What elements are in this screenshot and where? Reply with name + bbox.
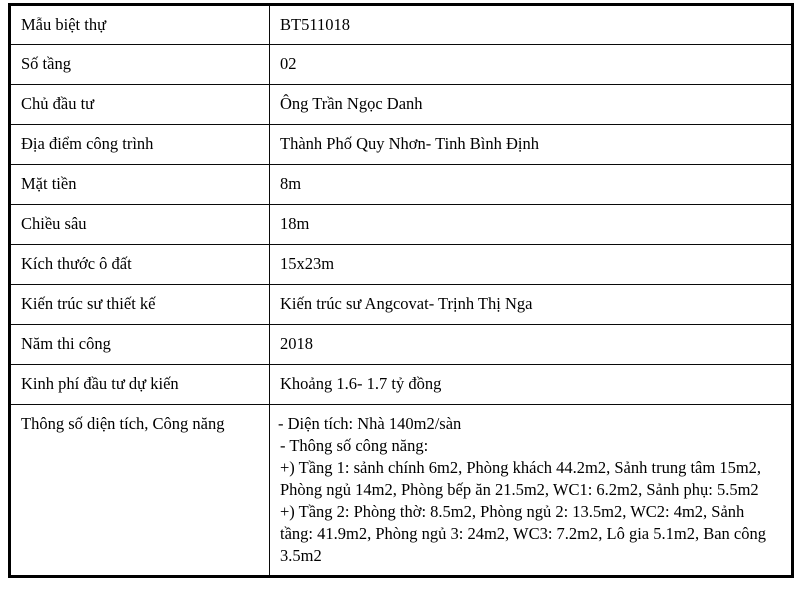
area-detail-line-floor-1: +) Tầng 1: sảnh chính 6m2, Phòng khách 44.2m2, Sảnh trung tâm 15m2, Phòng ngủ 14m2, Phòng bếp ăn 21.5m2, WC1: 6.2m2, Sảnh phụ: 5.5m2: [280, 457, 762, 499]
row-value-location: Thành Phố Quy Nhơn- Tinh Bình Định: [270, 125, 793, 165]
row-label-investor: Chủ đầu tư: [10, 85, 270, 125]
row-label-location: Địa điểm công trình: [10, 125, 270, 165]
table-row: [10, 125, 793, 165]
row-value-floor-count: 02: [270, 45, 793, 85]
table-body: [10, 5, 793, 577]
row-value-lot-size: 15x23m: [270, 245, 793, 285]
row-label-frontage: Mặt tiền: [10, 165, 270, 205]
row-value-area-function: [270, 405, 793, 577]
row-value-villa-model: BT511018: [270, 5, 793, 45]
table-row: [10, 245, 793, 285]
area-detail-list: [280, 413, 781, 567]
row-label-build-year: Năm thi công: [10, 325, 270, 365]
row-label-architect: Kiến trúc sư thiết kế: [10, 285, 270, 325]
area-detail-line-total: - Diện tích: Nhà 140m2/sàn: [278, 414, 462, 433]
area-detail-line-heading: - Thông số công năng:: [280, 435, 429, 455]
table-row: [10, 365, 793, 405]
row-label-floor-count: Số tầng: [10, 45, 270, 85]
table-row: [10, 205, 793, 245]
table-row: [10, 85, 793, 125]
row-value-frontage: 8m: [270, 165, 793, 205]
row-value-depth: 18m: [270, 205, 793, 245]
row-value-investor: Ông Trần Ngọc Danh: [270, 85, 793, 125]
row-label-depth: Chiều sâu: [10, 205, 270, 245]
table-row-area-details: [10, 405, 793, 577]
table-row: [10, 5, 793, 45]
table-row: [10, 45, 793, 85]
row-value-build-year: 2018: [270, 325, 793, 365]
row-label-budget: Kinh phí đầu tư dự kiến: [10, 365, 270, 405]
row-label-lot-size: Kích thước ô đất: [10, 245, 270, 285]
villa-specification-table: [8, 3, 794, 578]
row-label-area-function: Thông số diện tích, Công năng: [10, 405, 270, 577]
table-row: [10, 165, 793, 205]
row-value-architect: Kiến trúc sư Angcovat- Trịnh Thị Nga: [270, 285, 793, 325]
row-label-villa-model: Mẫu biệt thự: [10, 5, 270, 45]
row-value-budget: Khoảng 1.6- 1.7 tỷ đồng: [270, 365, 793, 405]
table-row: [10, 325, 793, 365]
area-detail-line-floor-2: +) Tầng 2: Phòng thờ: 8.5m2, Phòng ngủ 2: 13.5m2, WC2: 4m2, Sảnh tầng: 41.9m2, Phòng ngủ 3: 24m2, WC3: 7.2m2, Lô gia 5.1m2, Ban công 3.5m2: [280, 501, 766, 565]
table-row: [10, 285, 793, 325]
